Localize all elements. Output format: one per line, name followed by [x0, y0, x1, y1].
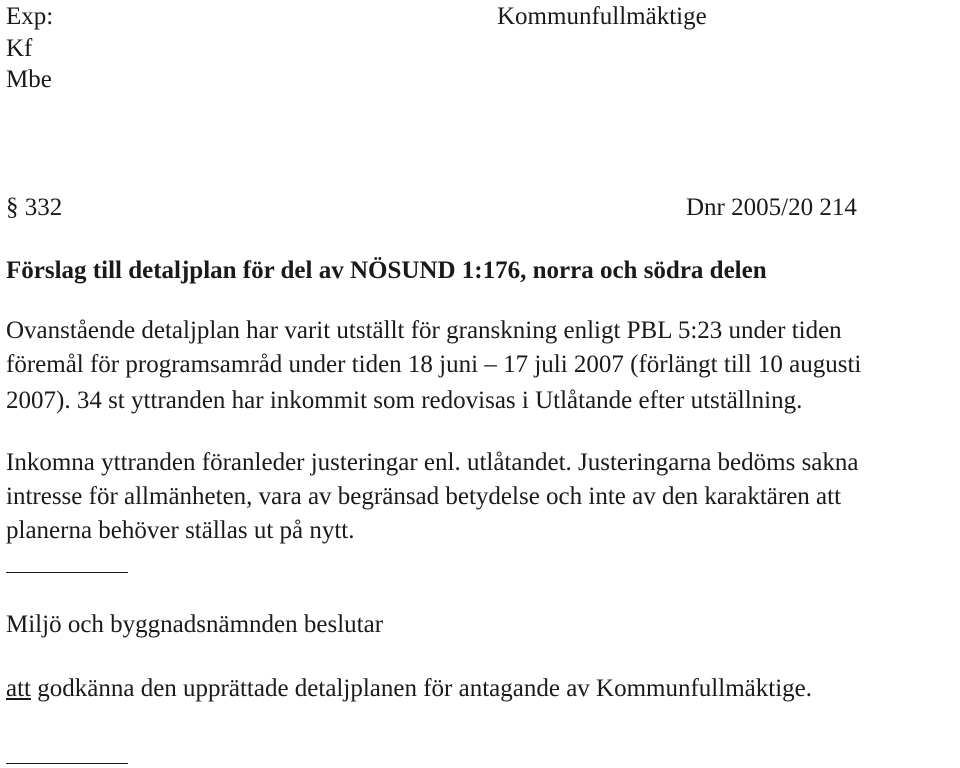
- paragraph-2-line-1: Inkomna yttranden föranleder justeringar enl. utlåtandet. Justeringarna bedöms sakna: [6, 449, 859, 476]
- divider-bottom: [6, 763, 128, 764]
- decision-body: godkänna den upprättade detaljplanen för antagande av Kommunfullmäktige.: [31, 675, 812, 702]
- exp-kf: Kf: [6, 35, 33, 62]
- decision-text: [6, 676, 812, 701]
- section-number: § 332: [6, 194, 63, 221]
- item-title: Förslag till detaljplan för del av NÖSUND 1:176, norra och södra delen: [6, 257, 767, 284]
- diary-number: Dnr 2005/20 214: [686, 194, 857, 221]
- divider: [6, 572, 128, 573]
- committee-decision-heading: Miljö och byggnadsnämnden beslutar: [6, 611, 384, 638]
- paragraph-2-line-2: intresse för allmänheten, vara av begränsad betydelse och inte av den karaktären att: [6, 483, 842, 510]
- paragraph-1-line-1: Ovanstående detaljplan har varit utställt för granskning enligt PBL 5:23 under tiden: [6, 317, 842, 344]
- exp-label: Exp:: [6, 3, 54, 30]
- paragraph-2-line-3: planerna behöver ställas ut på nytt.: [6, 517, 355, 544]
- paragraph-1-line-2: föremål för programsamråd under tiden 18 juni – 17 juli 2007 (förlängt till 10 augusti: [6, 351, 862, 378]
- exp-recipient: Kommunfullmäktige: [497, 3, 707, 30]
- exp-mbe: Mbe: [6, 66, 52, 93]
- decision-att: att: [6, 675, 31, 702]
- paragraph-1-line-3: 2007). 34 st yttranden har inkommit som redovisas i Utlåtande efter utställning.: [6, 387, 803, 414]
